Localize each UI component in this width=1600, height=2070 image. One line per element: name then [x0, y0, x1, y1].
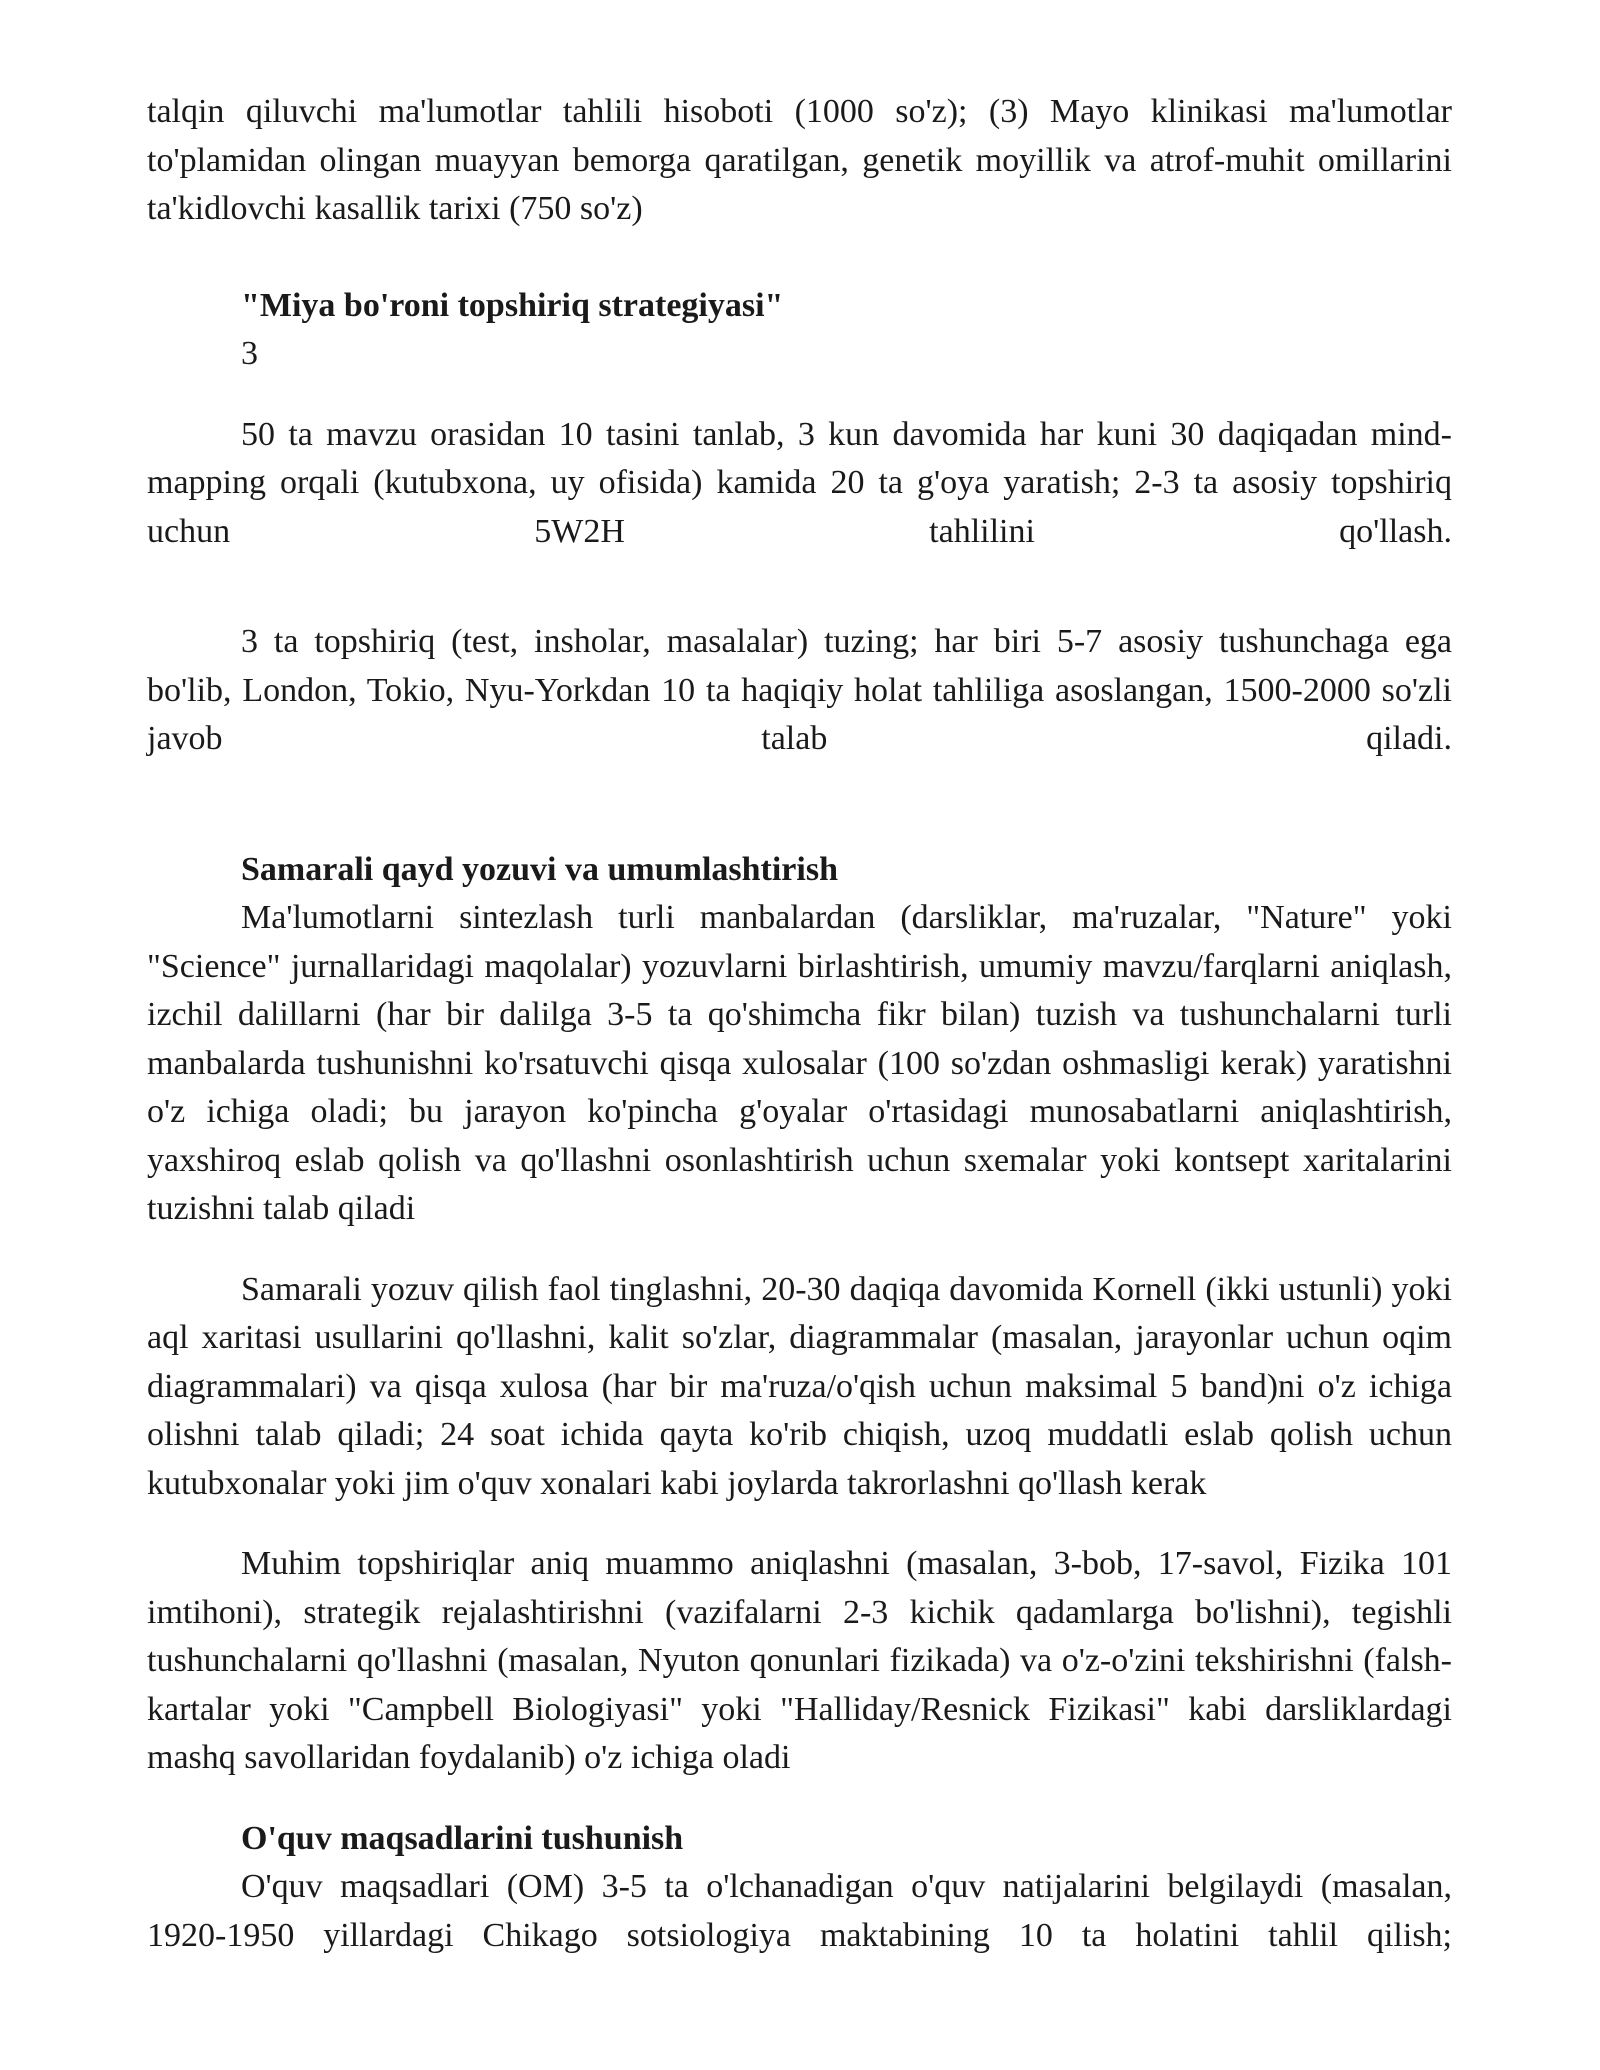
section-heading-note-taking: Samarali qayd yozuvi va umumlashtirish — [241, 850, 838, 888]
document-page — [147, 88, 1452, 1960]
paragraph-synthesis: Ma'lumotlarni sintezlash turli manbalardan (darsliklar, ma'ruzalar, "Nature" yoki "Science" jurnallaridagi maqolalar) yozuvlarni birlashtirish, umumiy mavzu/farqlarni aniqlash, izchil dalillarni (har bir dalilga 3-5 ta qo'shimcha fikr bilan) tuzish va tushunchalarni turli manbalarda tushunishni ko'rsatuvchi qisqa xulosalar (100 so'zdan oshmasligi kerak) yaratishni o'z ichiga oladi; bu jarayon ko'pincha g'oyalar o'rtasidagi munosabatlarni aniqlashtirish, yaxshiroq eslab qolish va qo'llashni osonlashtirish uchun sxemalar yoki kontsept xaritalarini tuzishni talab qiladi — [147, 899, 1452, 1227]
paragraph-key-tasks: Muhim topshiriqlar aniq muammo aniqlashni (masalan, 3-bob, 17-savol, Fizika 101 imtihoni), strategik rejalashtirishni (vazifalarni 2-3 kichik qadamlarga bo'lishni), tegishli tushunchalarni qo'llashni (masalan, Nyuton qonunlari fizikada) va o'z-o'zini tekshirishni (falsh-kartalar yoki "Campbell Biologiyasi" yoki "Halliday/Resnick Fizikasi" kabi darsliklardagi mashq savollaridan foydalanib) o'z ichiga oladi — [147, 1545, 1452, 1776]
paragraph-assignments: 3 ta topshiriq (test, insholar, masalalar) tuzing; har biri 5-7 asosiy tushunchaga ega bo'lib, London, Tokio, Nyu-Yorkdan 10 ta haqiqiy holat tahliliga asoslangan, 1500-2000 so'zli javob talab qiladi. — [147, 623, 1452, 757]
paragraph-effective-notes: Samarali yozuv qilish faol tinglashni, 20-30 daqiqa davomida Kornell (ikki ustunli) yoki aql xaritasi usullarini qo'llashni, kalit so'zlar, diagrammalar (masalan, jarayonlar uchun oqim diagrammalari) va qisqa xulosa (har bir ma'ruza/o'qish uchun maksimal 5 band)ni o'z ichiga olishni talab qiladi; 24 soat ichida qayta ko'rib chiqish, uzoq muddatli eslab qolish uchun kutubxonalar yoki jim o'quv xonalari kabi joylarda takrorlashni qo'llash kerak — [147, 1270, 1452, 1502]
paragraph-learning-objectives: O'quv maqsadlari (OM) 3-5 ta o'lchanadigan o'quv natijalarini belgilaydi (masalan, 1920-1950 yillardagi Chikago sotsiologiya maktabining 10 ta holatini tahlil qilish; — [147, 1868, 1452, 1954]
section-heading-learning-objectives: O'quv maqsadlarini tushunish — [241, 1819, 684, 1857]
section-heading-brainstorm-strategy: "Miya bo'roni topshiriq strategiyasi" — [241, 286, 784, 324]
heading-number: 3 — [241, 335, 258, 372]
paragraph-continued: talqin qiluvchi ma'lumotlar tahlili hisoboti (1000 so'z); (3) Mayo klinikasi ma'lumotlar to'plamidan olingan muayyan bemorga qaratilgan, genetik moyillik va atrof-muhit omillarini ta'kidlovchi kasallik tarixi (750 so'z) — [147, 93, 1452, 227]
paragraph-brainstorm-steps: 50 ta mavzu orasidan 10 tasini tanlab, 3 kun davomida har kuni 30 daqiqadan mind-mapping orqali (kutubxona, uy ofisida) kamida 20 ta g'oya yaratish; 2-3 ta asosiy topshiriq uchun 5W2H tahlilini qo'llash. — [147, 415, 1452, 550]
